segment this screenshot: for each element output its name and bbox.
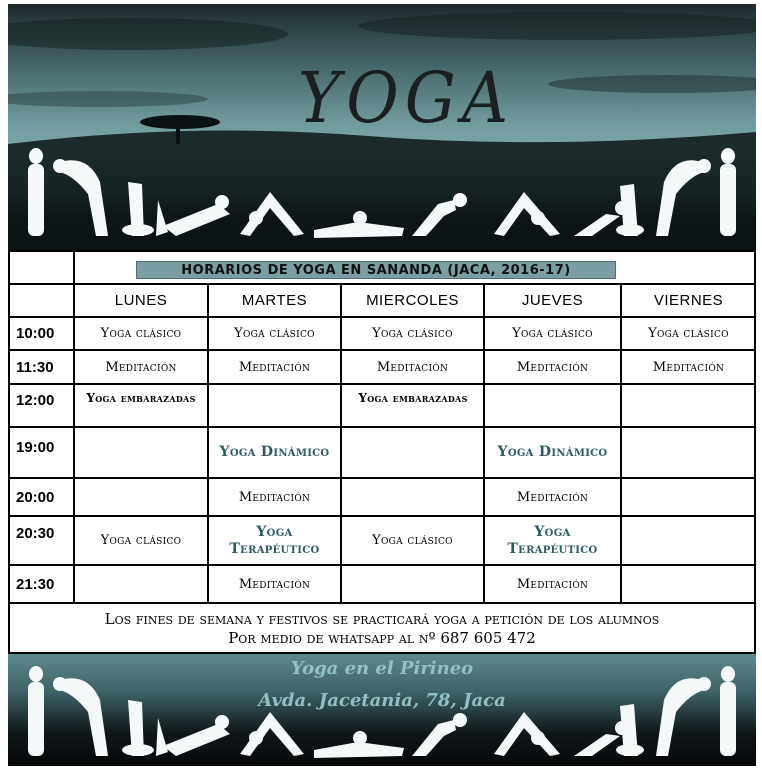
- day-header: LUNES: [114, 292, 168, 309]
- class-cell: Yoga Terapéutico: [229, 523, 320, 557]
- class-cell: Yoga Dinámico: [219, 444, 330, 460]
- class-cell: Meditación: [516, 359, 589, 375]
- banner-title: YOGA: [298, 58, 515, 140]
- time-label: 10:00: [16, 325, 55, 342]
- class-cell: Yoga clásico: [372, 533, 453, 548]
- day-header: VIERNES: [653, 292, 724, 309]
- time-label: 20:00: [16, 488, 55, 506]
- footer-image: [8, 654, 756, 766]
- class-cell: Meditación: [516, 489, 589, 505]
- banner-image: [8, 4, 756, 250]
- day-header: JUEVES: [521, 292, 584, 309]
- class-cell: Yoga clásico: [648, 326, 729, 341]
- notice-line-1: Los fines de semana y festivos se practicará yoga a petición de los alumnos: [104, 610, 660, 628]
- class-cell: Yoga clásico: [234, 326, 315, 341]
- day-header: MARTES: [241, 292, 308, 309]
- footer-address: Avda. Jacetania, 78, Jaca: [258, 690, 506, 711]
- class-cell: Meditación: [238, 359, 311, 375]
- class-cell: Meditación: [238, 489, 311, 505]
- class-cell: Yoga clásico: [100, 326, 182, 341]
- class-cell: Meditación: [238, 576, 311, 592]
- class-cell: Yoga clásico: [512, 326, 593, 341]
- yoga-figures-icon: [28, 666, 736, 758]
- class-cell: Yoga clásico: [372, 326, 453, 341]
- time-label: 21:30: [16, 575, 55, 593]
- time-label: 11:30: [16, 358, 54, 376]
- class-cell: Yoga embarazadas: [86, 391, 196, 405]
- footer-line-1: Yoga en el Pirineo: [290, 658, 474, 679]
- time-label: 20:30: [16, 524, 55, 542]
- class-cell: Yoga embarazadas: [358, 391, 468, 405]
- day-header: MIERCOLES: [366, 292, 459, 309]
- class-cell: Meditación: [652, 359, 725, 375]
- time-label: 12:00: [16, 392, 55, 409]
- class-cell: Meditación: [516, 576, 589, 592]
- notice-line-2: Por medio de whatsapp al nº 687 605 472: [228, 629, 536, 647]
- class-cell: Yoga Terapéutico: [507, 523, 598, 557]
- class-cell: Meditación: [105, 359, 177, 375]
- class-cell: Yoga clásico: [100, 533, 182, 548]
- schedule-table: [8, 250, 756, 654]
- class-cell: Yoga Dinámico: [497, 444, 608, 460]
- notice: [8, 603, 756, 654]
- time-label: 19:00: [16, 438, 55, 456]
- schedule-title: HORARIOS DE YOGA EN SANANDA (JACA, 2016-17): [136, 261, 616, 279]
- class-cell: Meditación: [376, 359, 449, 375]
